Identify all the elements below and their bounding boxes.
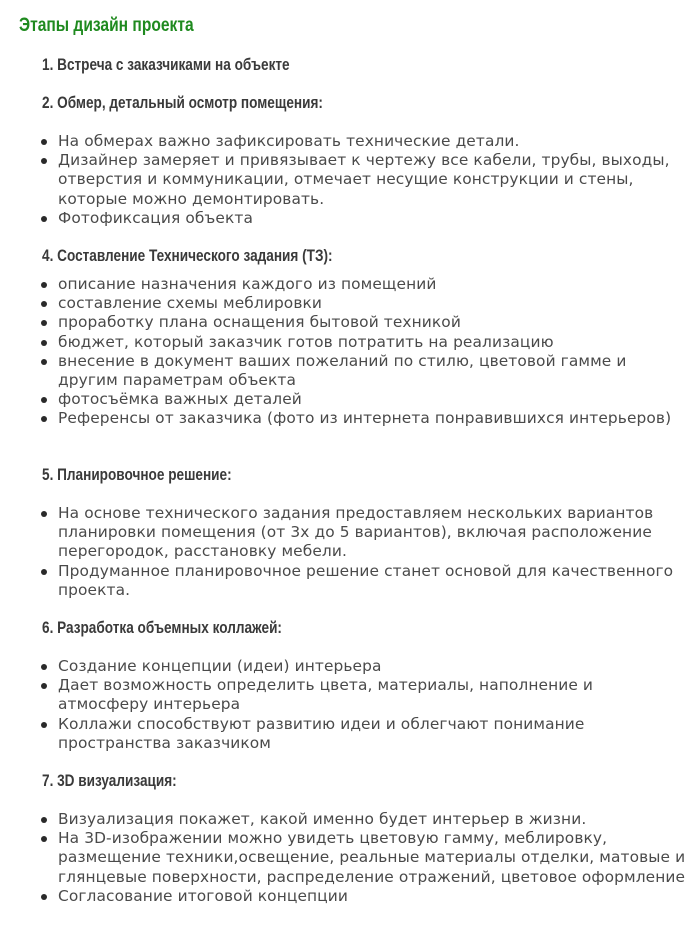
list-item: описание назначения каждого из помещений — [0, 275, 700, 294]
bullet-icon — [41, 158, 47, 164]
list-item: На 3D-изображении можно увидеть цветовую гамму, меблировку, размещение техники,освещение, реальные материалы отделки, матовые и глянцевые поверхности, распределение отражений, цветовое оформление — [0, 829, 700, 887]
section-heading-4: 4. Составление Технического задания (ТЗ): — [42, 246, 333, 265]
list-item: внесение в документ ваших пожеланий по стилю, цветовой гамме и другим параметрам объекта — [0, 352, 700, 390]
bullet-icon — [41, 683, 47, 689]
section-heading-7: 7. 3D визуализация: — [42, 771, 177, 790]
bullet-icon — [41, 664, 47, 670]
bullet-icon — [41, 139, 47, 145]
bullet-icon — [41, 301, 47, 307]
bullet-icon — [41, 817, 47, 823]
list-item: фотосъёмка важных деталей — [0, 390, 700, 409]
bullet-icon — [41, 359, 47, 365]
list-item: На основе технического задания предоставляем нескольких вариантов планировки помещения (от 3х до 5 вариантов), включая расположение перегородок, расстановку мебели. — [0, 504, 700, 562]
section-list-6 — [0, 657, 700, 753]
list-item: Референсы от заказчика (фото из интернета понравившихся интерьеров) — [0, 409, 700, 428]
list-item: Продуманное планировочное решение станет основой для качественного проекта. — [0, 562, 700, 600]
list-item: Дает возможность определить цвета, материалы, наполнение и атмосферу интерьера — [0, 676, 700, 714]
bullet-icon — [41, 894, 47, 900]
section-heading-1: 1. Встреча с заказчиками на объекте — [42, 55, 290, 74]
bullet-icon — [41, 397, 47, 403]
list-item: бюджет, который заказчик готов потратить на реализацию — [0, 333, 700, 352]
list-item: Дизайнер замеряет и привязывает к чертежу все кабели, трубы, выходы, отверстия и коммуникации, отмечает несущие конструкции и стены, которые можно демонтировать. — [0, 151, 700, 209]
bullet-icon — [41, 282, 47, 288]
list-item: Согласование итоговой концепции — [0, 887, 700, 906]
list-item: На обмерах важно зафиксировать технические детали. — [0, 132, 700, 151]
section-list-4 — [0, 275, 700, 429]
list-item: Визуализация покажет, какой именно будет интерьер в жизни. — [0, 810, 700, 829]
section-list-7 — [0, 810, 700, 906]
list-item: проработку плана оснащения бытовой техникой — [0, 313, 700, 332]
section-heading-6: 6. Разработка объемных коллажей: — [42, 618, 282, 637]
bullet-icon — [41, 216, 47, 222]
bullet-icon — [41, 320, 47, 326]
bullet-icon — [41, 416, 47, 422]
list-item: Фотофиксация объекта — [0, 209, 700, 228]
page-title: Этапы дизайн проекта — [19, 15, 194, 36]
list-item: Создание концепции (идеи) интерьера — [0, 657, 700, 676]
bullet-icon — [41, 569, 47, 575]
section-list-2 — [0, 132, 700, 228]
list-item: составление схемы меблировки — [0, 294, 700, 313]
bullet-icon — [41, 722, 47, 728]
section-heading-2: 2. Обмер, детальный осмотр помещения: — [42, 93, 323, 112]
bullet-icon — [41, 340, 47, 346]
list-item: Коллажи способствуют развитию идеи и облегчают понимание пространства заказчиком — [0, 715, 700, 753]
bullet-icon — [41, 836, 47, 842]
section-list-5 — [0, 504, 700, 600]
bullet-icon — [41, 511, 47, 517]
section-heading-5: 5. Планировочное решение: — [42, 465, 232, 484]
